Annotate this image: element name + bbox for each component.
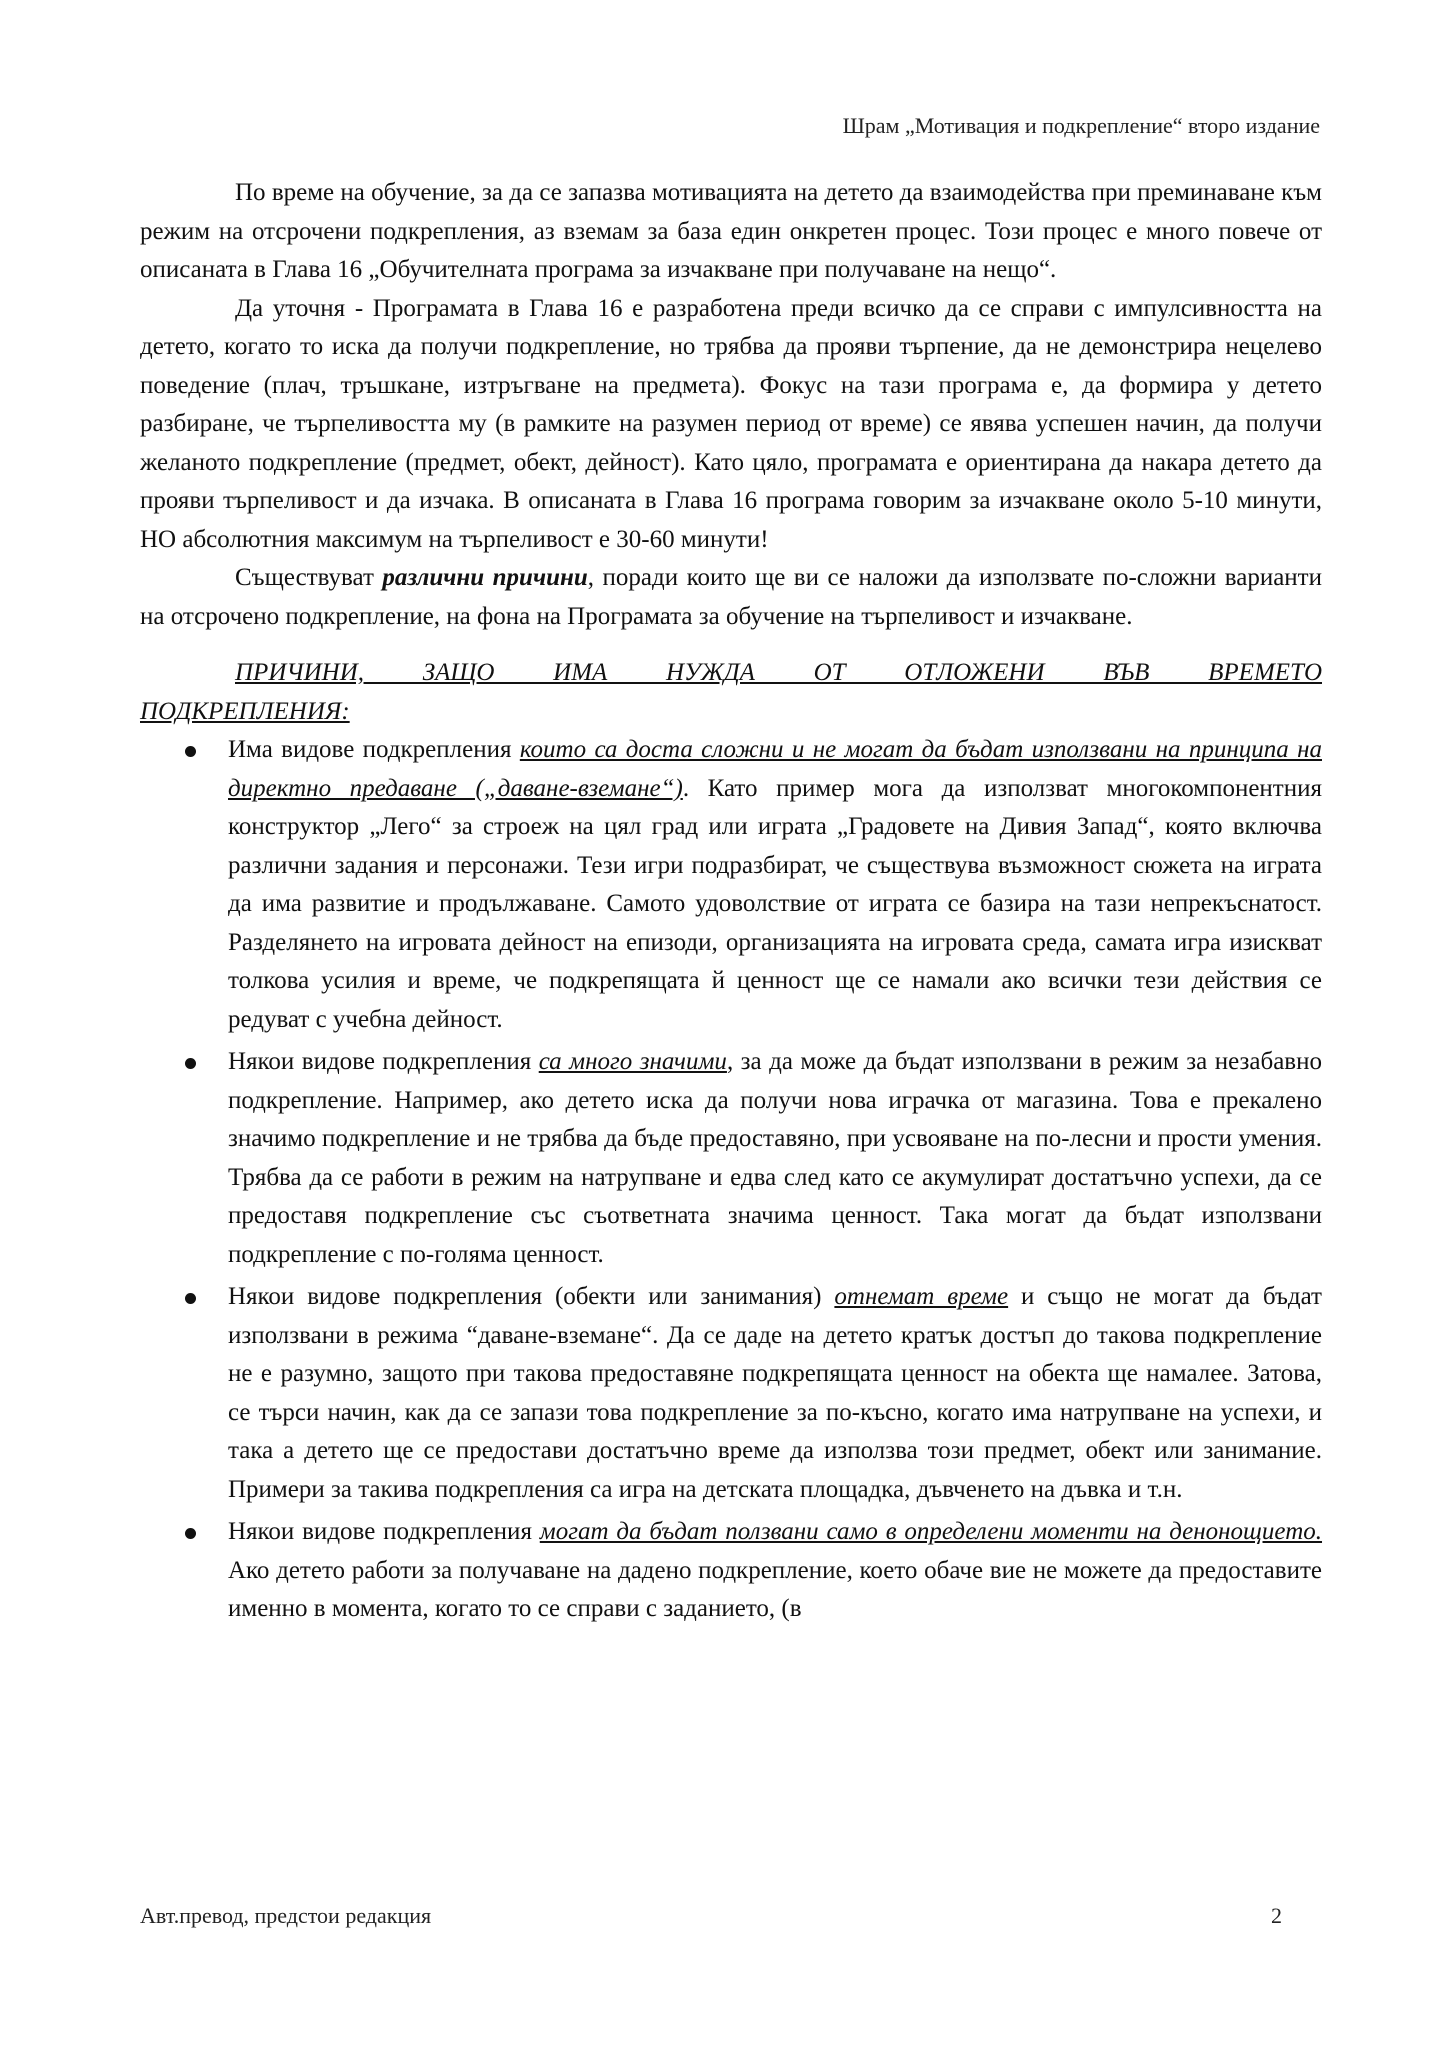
text-run: Съществуват [235,564,383,591]
text-run: Някои видове подкрепления [228,1048,539,1075]
paragraph-reasons-intro [140,559,1322,636]
text-run: Ако детето работи за получаване на дадено подкрепление, което обаче вие не можете да предоставите именно в момента, когато то се справи с заданието, (в [228,1556,1322,1622]
text-run: , за да може да бъдат използвани в режим за незабавно подкрепление. Например, ако детето иска да получи нова играчка от магазина. Това е прекалено значимо подкрепление и не трябва да бъде предоставяно, при усвояване на по-лесни и прости умения. Трябва да се работи в режим на натрупване и едва след като се акумулират достатъчно успехи, да се предоставя подкрепление със съответната значима ценност. Така могат да бъдат използвани подкрепление с по-голяма ценност. [228,1048,1322,1268]
emphasis-underlined: са много значими [538,1048,727,1075]
list-item [140,1278,1322,1509]
paragraph-clarification: Да уточня - Програмата в Глава 16 е разработена преди всичко да се справи с импулсивността на детето, когато то иска да получи подкрепление, но трябва да прояви търпение, да не демонстрира нецелево поведение (плач, тръшкане, изтръгване на предмета). Фокус на тази програма е, да формира у детето разбиране, че търпеливостта му (в рамките на разумен период от време) се явява успешен начин, да получи желаното подкрепление (предмет, обект, дейност). Като цяло, програмата е ориентирана да накара детето да прояви търпеливост и да изчака. В описаната в Глава 16 програма говорим за изчакване около 5-10 минути, НО абсолютния максимум на търпеливост е 30-60 минути! [140,294,1322,553]
text-run: Някои видове подкрепления [228,1518,540,1545]
section-heading-line2: ПОДКРЕПЛЕНИЯ: [140,697,350,725]
emphasis-underlined: които са доста сложни и не могат да бъдат използвани на принципа на директно предаване („даване-вземане“) [228,736,1322,802]
text-run: , поради които ще ви се наложи да използвате по-сложни варианти на отсрочено подкрепление, на фона на Програмата за обучение на търпеливост и изчакване. [140,564,1322,630]
page-footer [140,1902,1282,1930]
section-heading-line1: ПРИЧИНИ, ЗАЩО ИМА НУЖДА ОТ ОТЛОЖЕНИ ВЪВ ВРЕМЕТО [235,659,1322,686]
running-header: Шрам „Мотивация и подкрепление“ второ издание [842,113,1320,138]
list-item [140,1043,1322,1274]
page-body [140,174,1322,1633]
paragraph-intro: По време на обучение, за да се запазва мотивацията на детето да взаимодейства при преминаване към режим на отсрочени подкрепления, аз вземам за база един онкретен процес. Този процес е много повече от описаната в Глава 16 „Обучителната програма за изчакване при получаване на нещо“. [140,179,1322,283]
section-heading [140,654,1322,731]
text-run: . Като пример мога да използват многокомпонентния конструктор „Лего“ за строеж на цял град или играта „Градовете на Дивия Запад“, която включва различни задания и персонажи. Тези игри подразбират, че съществува възможност сюжета на играта да има развитие и продължаване. Самото удоволствие от играта се базира на тази непрекъснатост. Разделянето на игровата дейност на епизоди, организацията на игровата среда, самата игра изискват толкова усилия и време, че подкрепящата й ценност ще се намали ако всички тези действия се редуват с учебна дейност. [228,774,1322,1033]
emphasis-bold-italic: различни причини [382,564,588,591]
bullet-icon [185,1293,196,1304]
list-item [140,1513,1322,1629]
bullet-icon [185,1528,196,1539]
bullet-icon [185,746,196,757]
emphasis-underlined: могат да бъдат ползвани само в определени моменти на денонощието. [539,1518,1323,1545]
footer-note: Авт.превод, предстои редакция [140,1903,432,1928]
page-number: 2 [1271,1903,1282,1928]
list-item [140,731,1322,1039]
emphasis-underlined: отнемат време [834,1283,1009,1310]
bullet-icon [185,1058,196,1069]
text-run: и също не могат да бъдат използвани в режима “даване-вземане“. Да се даде на детето кратък достъп до такова подкрепление не е разумно, защото при такова предоставяне подкрепящата ценност на обекта ще намалее. Затова, се търси начин, как да се запази това подкрепление за по-късно, когато има натрупване на успехи, и така а детето ще се предостави достатъчно време да използва този предмет, обект или занимание. Примери за такива подкрепления са игра на детската площадка, дъвченето на дъвка и т.н. [228,1283,1322,1503]
text-run: Някои видове подкрепления (обекти или занимания) [228,1283,835,1310]
reasons-list [140,731,1322,1629]
text-run: Има видове подкрепления [228,736,520,763]
